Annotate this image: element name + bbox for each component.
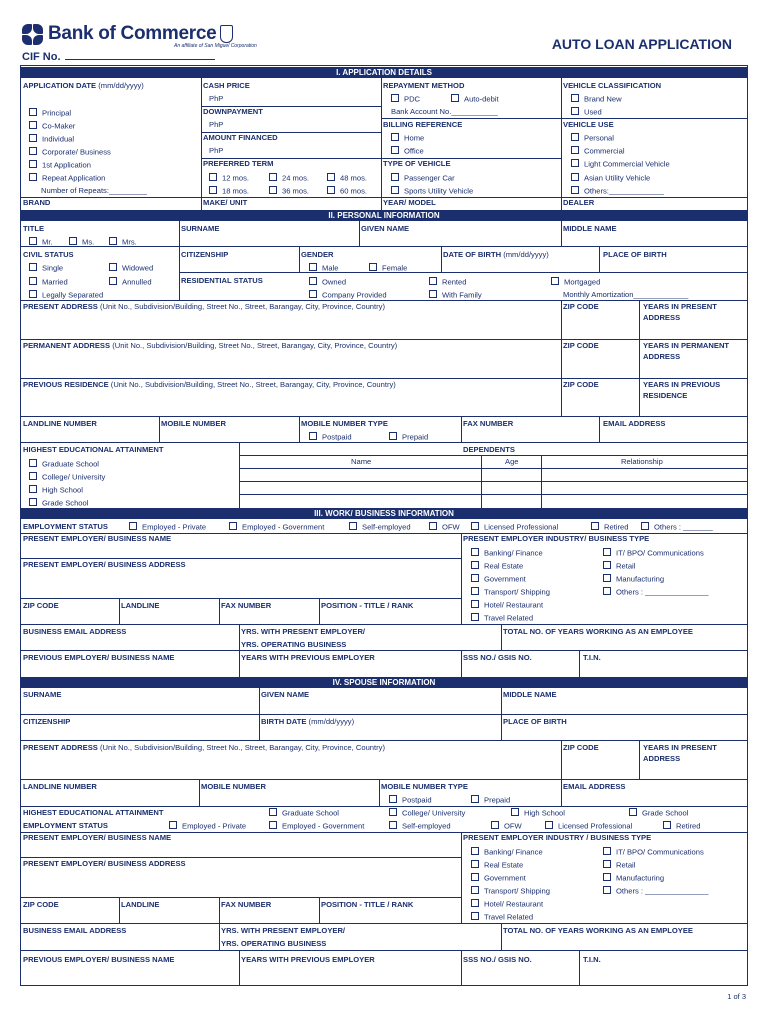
widowed-checkbox[interactable]: Widowed [109,263,153,274]
spouse-previous-employer-label: PREVIOUS EMPLOYER/ BUSINESS NAME [23,955,175,964]
employment-status-label: EMPLOYMENT STATUS [23,522,108,531]
bank-name: Bank of Commerce [48,23,217,44]
mortgaged-checkbox[interactable]: Mortgaged [551,277,600,288]
gender-label: GENDER [301,250,334,259]
years-previous-label-2: RESIDENCE [643,391,688,400]
real-estate-checkbox[interactable]: Real Estate [471,561,523,572]
previous-employer-label: PREVIOUS EMPLOYER/ BUSINESS NAME [23,653,175,662]
cash-price-label: CASH PRICE [203,81,250,90]
personal-checkbox[interactable]: Personal [571,133,614,144]
term-24-checkbox[interactable]: 24 mos. [269,173,309,184]
pdc-checkbox[interactable]: PDC [391,94,420,105]
spouse-mobile-type-label: MOBILE NUMBER TYPE [381,782,468,791]
spouse-employer-label: PRESENT EMPLOYER/ BUSINESS NAME [23,833,172,842]
postpaid-checkbox[interactable]: Postpaid [309,432,352,443]
work-landline-label: LANDLINE [121,601,160,610]
billing-home-checkbox[interactable]: Home [391,133,424,144]
billing-label: BILLING REFERENCE [383,120,463,129]
married-checkbox[interactable]: Married [29,277,68,288]
retired-checkbox[interactable]: Retired [591,522,628,533]
sss-label: SSS NO./ GSIS NO. [463,653,532,662]
spouse-private-checkbox[interactable]: Employed - Private [169,821,246,832]
ofw-checkbox[interactable]: OFW [429,522,460,533]
spouse-industry-label: PRESENT EMPLOYER INDUSTRY / BUSINESS TYPE [463,833,652,842]
separated-checkbox[interactable]: Legally Separated [29,290,103,301]
cash-price-php[interactable]: PhP [209,94,224,103]
self-employed-checkbox[interactable]: Self-employed [349,522,411,533]
downpayment-label: DOWNPAYMENT [203,107,263,116]
brand-new-checkbox[interactable]: Brand New [571,94,622,105]
industry-label: PRESENT EMPLOYER INDUSTRY/ BUSINESS TYPE [463,534,650,543]
permanent-address-label: PERMANENT ADDRESS (Unit No., Subdivision/Building, Street No., Street, Barangay, City, Province, Country) [23,341,398,350]
section-1-header: I. APPLICATION DETAILS [21,67,747,78]
spouse-middle-label: MIDDLE NAME [503,690,557,699]
hotel-checkbox[interactable]: Hotel/ Restaurant [471,600,543,611]
spouse-retired-checkbox[interactable]: Retired [663,821,700,832]
term-18-checkbox[interactable]: 18 mos. [209,186,249,197]
college-checkbox[interactable]: College/ University [29,472,105,483]
spouse-prepaid-checkbox[interactable]: Prepaid [471,795,510,806]
industry-others-checkbox[interactable]: Others : _______________ [603,587,708,598]
years-previous-label-1: YEARS IN PREVIOUS [643,380,721,389]
spouse-years-employer-label-2: YRS. OPERATING BUSINESS [221,939,327,948]
title-label: TITLE [23,224,45,233]
ms-checkbox[interactable]: Ms. [69,237,94,248]
mobile-type-label: MOBILE NUMBER TYPE [301,419,388,428]
spouse-ofw-checkbox[interactable]: OFW [491,821,522,832]
dependent-age-header: Age [505,457,519,466]
page-title: AUTO LOAN APPLICATION [551,36,732,52]
employed-private-checkbox[interactable]: Employed - Private [129,522,206,533]
spouse-total-years-label: TOTAL NO. OF YEARS WORKING AS AN EMPLOYEE [503,926,693,935]
cif-field[interactable] [22,51,215,63]
spouse-business-email-label: BUSINESS EMAIL ADDRESS [23,926,127,935]
make-label: MAKE/ UNIT [203,198,248,207]
preferred-term-label: PREFERRED TERM [203,159,274,168]
retail-checkbox[interactable]: Retail [603,561,635,572]
application-form [20,65,748,986]
dependent-relationship-header: Relationship [621,457,663,466]
employed-government-checkbox[interactable]: Employed - Government [229,522,324,533]
first-application-checkbox[interactable]: 1st Application [29,160,91,171]
individual-checkbox[interactable]: Individual [29,134,74,145]
spouse-realestate-checkbox[interactable]: Real Estate [471,860,523,871]
spouse-email-label: EMAIL ADDRESS [563,782,626,791]
spouse-highschool-checkbox[interactable]: High School [511,808,565,819]
spouse-transport-checkbox[interactable]: Transport/ Shipping [471,886,550,897]
previous-residence-label: PREVIOUS RESIDENCE (Unit No., Subdivision/Building, Street No., Street, Barangay, City, Province, Country) [23,380,396,389]
cif-line[interactable] [65,51,215,60]
employer-address-label: PRESENT EMPLOYER/ BUSINESS ADDRESS [23,560,186,569]
spouse-gradeschool-checkbox[interactable]: Grade School [629,808,688,819]
spouse-landline-label: LANDLINE NUMBER [23,782,97,791]
spouse-years-employer-label-1: YRS. WITH PRESENT EMPLOYER/ [221,926,346,935]
bank-affiliate: An affiliate of San Miguel Corporation [174,43,257,49]
pob-label: PLACE OF BIRTH [603,250,667,259]
term-48-checkbox[interactable]: 48 mos. [327,173,367,184]
passenger-car-checkbox[interactable]: Passenger Car [391,173,455,184]
number-of-repeats[interactable]: Number of Repeats:_________ [41,186,147,195]
spouse-years-label-2: ADDRESS [643,754,681,763]
prepaid-checkbox[interactable]: Prepaid [389,432,428,443]
suv-checkbox[interactable]: Sports Utility Vehicle [391,186,473,197]
manufacturing-checkbox[interactable]: Manufacturing [603,574,664,585]
type-vehicle-label: TYPE OF VEHICLE [383,159,451,168]
spouse-given-label: GIVEN NAME [261,690,310,699]
section-4-header: IV. SPOUSE INFORMATION [21,677,747,688]
owned-checkbox[interactable]: Owned [309,277,346,288]
spouse-government-ind-checkbox[interactable]: Government [471,873,526,884]
spouse-years-previous-label: YEARS WITH PREVIOUS EMPLOYER [241,955,375,964]
spouse-licensed-checkbox[interactable]: Licensed Professional [545,821,632,832]
vehicle-use-label: VEHICLE USE [563,120,614,129]
amount-financed-label: AMOUNT FINANCED [203,133,278,142]
single-checkbox[interactable]: Single [29,263,63,274]
transport-checkbox[interactable]: Transport/ Shipping [471,587,550,598]
section-3-header: III. WORK/ BUSINESS INFORMATION [21,508,747,519]
spouse-years-label-1: YEARS IN PRESENT [643,743,717,752]
spouse-postpaid-checkbox[interactable]: Postpaid [389,795,432,806]
downpayment-php[interactable]: PhP [209,120,224,129]
bank-logo [22,23,257,49]
grade-school-checkbox[interactable]: Grade School [29,498,88,509]
travel-checkbox[interactable]: Travel Related [471,613,533,624]
spouse-sss-label: SSS NO./ GSIS NO. [463,955,532,964]
bank-emblem-icon [22,24,44,46]
zip-previous-label: ZIP CODE [563,380,599,389]
repayment-label: REPAYMENT METHOD [383,81,465,90]
page-number: 1 of 3 [727,992,746,1001]
years-permanent-label-1: YEARS IN PERMANENT [643,341,730,350]
spouse-college-checkbox[interactable]: College/ University [389,808,465,819]
years-employer-label-2: YRS. OPERATING BUSINESS [241,640,347,649]
term-12-checkbox[interactable]: 12 mos. [209,173,249,184]
citizenship-label: CITIZENSHIP [181,250,229,259]
it-bpo-checkbox[interactable]: IT/ BPO/ Communications [603,548,704,559]
brand-label: BRAND [23,198,51,207]
cif-label: CIF No. [22,51,61,63]
autodebit-checkbox[interactable]: Auto-debit [451,94,499,105]
with-family-checkbox[interactable]: With Family [429,290,482,301]
spouse-education-label: HIGHEST EDUCATIONAL ATTAINMENT [23,808,164,817]
amount-financed-php[interactable]: PhP [209,146,224,155]
smc-seal-icon [220,25,233,43]
company-provided-checkbox[interactable]: Company Provided [309,290,387,301]
spouse-it-checkbox[interactable]: IT/ BPO/ Communications [603,847,704,858]
male-checkbox[interactable]: Male [309,263,338,274]
spouse-citizenship-label: CITIZENSHIP [23,717,71,726]
spouse-hotel-checkbox[interactable]: Hotel/ Restaurant [471,899,543,910]
spouse-zip-label: ZIP CODE [563,743,599,752]
mrs-checkbox[interactable]: Mrs. [109,237,137,248]
zip-permanent-label: ZIP CODE [563,341,599,350]
spouse-pob-label: PLACE OF BIRTH [503,717,567,726]
mr-checkbox[interactable]: Mr. [29,237,53,248]
education-label: HIGHEST EDUCATIONAL ATTAINMENT [23,445,164,454]
spouse-graduate-checkbox[interactable]: Graduate School [269,808,339,819]
rented-checkbox[interactable]: Rented [429,277,467,288]
spouse-travel-checkbox[interactable]: Travel Related [471,912,533,923]
landline-label: LANDLINE NUMBER [23,419,97,428]
licensed-professional-checkbox[interactable]: Licensed Professional [471,522,558,533]
vehicle-others-checkbox[interactable]: Others:_____________ [571,186,664,197]
zip-present-label: ZIP CODE [563,302,599,311]
years-employer-label-1: YRS. WITH PRESENT EMPLOYER/ [241,627,366,636]
spouse-work-landline-label: LANDLINE [121,900,160,909]
spouse-mobile-label: MOBILE NUMBER [201,782,266,791]
used-checkbox[interactable]: Used [571,107,602,118]
spouse-employment-label: EMPLOYMENT STATUS [23,821,108,830]
spouse-fax-label: FAX NUMBER [221,900,272,909]
spouse-surname-label: SURNAME [23,690,62,699]
repeat-application-checkbox[interactable]: Repeat Application [29,173,105,184]
spouse-tin-label: T.I.N. [583,955,601,964]
spouse-retail-checkbox[interactable]: Retail [603,860,635,871]
principal-checkbox[interactable]: Principal [29,108,71,119]
mobile-label: MOBILE NUMBER [161,419,226,428]
spouse-employer-address-label: PRESENT EMPLOYER/ BUSINESS ADDRESS [23,859,186,868]
spouse-selfemployed-checkbox[interactable]: Self-employed [389,821,451,832]
term-36-checkbox[interactable]: 36 mos. [269,186,309,197]
position-label: POSITION - TITLE / RANK [321,601,414,610]
monthly-amortization[interactable]: Monthly Amortization_____________ [563,290,689,299]
term-60-checkbox[interactable]: 60 mos. [327,186,367,197]
bank-account-no[interactable]: Bank Account No.___________ [391,107,498,116]
years-present-label-2: ADDRESS [643,313,681,322]
app-date-label: APPLICATION DATE (mm/dd/yyyy) [23,81,144,90]
dealer-label: DEALER [563,198,595,207]
work-fax-label: FAX NUMBER [221,601,272,610]
years-permanent-label-2: ADDRESS [643,352,681,361]
present-address-label: PRESENT ADDRESS (Unit No., Subdivision/Building, Street No., Street, Barangay, City, Province, Country) [23,302,385,311]
dependent-name-header: Name [351,457,372,466]
business-email-label: BUSINESS EMAIL ADDRESS [23,627,127,636]
comaker-checkbox[interactable]: Co-Maker [29,121,75,132]
years-previous-employer-label: YEARS WITH PREVIOUS EMPLOYER [241,653,375,662]
tin-label: T.I.N. [583,653,601,662]
dob-label: DATE OF BIRTH (mm/dd/yyyy) [443,250,549,259]
employer-name-label: PRESENT EMPLOYER/ BUSINESS NAME [23,534,172,543]
spouse-ind-others-checkbox[interactable]: Others : _______________ [603,886,708,897]
civil-status-label: CIVIL STATUS [23,250,74,259]
banking-checkbox[interactable]: Banking/ Finance [471,548,543,559]
spouse-position-label: POSITION - TITLE / RANK [321,900,414,909]
surname-label: SURNAME [181,224,220,233]
work-zip-label: ZIP CODE [23,601,59,610]
years-present-label-1: YEARS IN PRESENT [643,302,717,311]
fax-label: FAX NUMBER [463,419,514,428]
section-2-header: II. PERSONAL INFORMATION [21,210,747,221]
spouse-manufacturing-checkbox[interactable]: Manufacturing [603,873,664,884]
spouse-work-zip-label: ZIP CODE [23,900,59,909]
commercial-checkbox[interactable]: Commercial [571,146,625,157]
annulled-checkbox[interactable]: Annulled [109,277,152,288]
lcv-checkbox[interactable]: Light Commercial Vehicle [571,159,670,170]
spouse-banking-checkbox[interactable]: Banking/ Finance [471,847,543,858]
dependents-label: DEPENDENTS [463,445,515,454]
others-checkbox[interactable]: Others : _______ [641,522,713,533]
residential-status-label: RESIDENTIAL STATUS [181,276,263,285]
high-school-checkbox[interactable]: High School [29,485,83,496]
auv-checkbox[interactable]: Asian Utility Vehicle [571,173,650,184]
email-label: EMAIL ADDRESS [603,419,666,428]
graduate-school-checkbox[interactable]: Graduate School [29,459,99,470]
year-label: YEAR/ MODEL [383,198,436,207]
given-name-label: GIVEN NAME [361,224,410,233]
spouse-government-checkbox[interactable]: Employed - Government [269,821,364,832]
billing-office-checkbox[interactable]: Office [391,146,424,157]
government-checkbox[interactable]: Government [471,574,526,585]
total-years-label: TOTAL NO. OF YEARS WORKING AS AN EMPLOYEE [503,627,693,636]
spouse-birthdate-label: BIRTH DATE (mm/dd/yyyy) [261,717,355,726]
female-checkbox[interactable]: Female [369,263,407,274]
vehicle-class-label: VEHICLE CLASSIFICATION [563,81,662,90]
spouse-address-label: PRESENT ADDRESS (Unit No., Subdivision/Building, Street No., Street, Barangay, City, Province, Country) [23,743,385,752]
corporate-checkbox[interactable]: Corporate/ Business [29,147,111,158]
middle-name-label: MIDDLE NAME [563,224,617,233]
